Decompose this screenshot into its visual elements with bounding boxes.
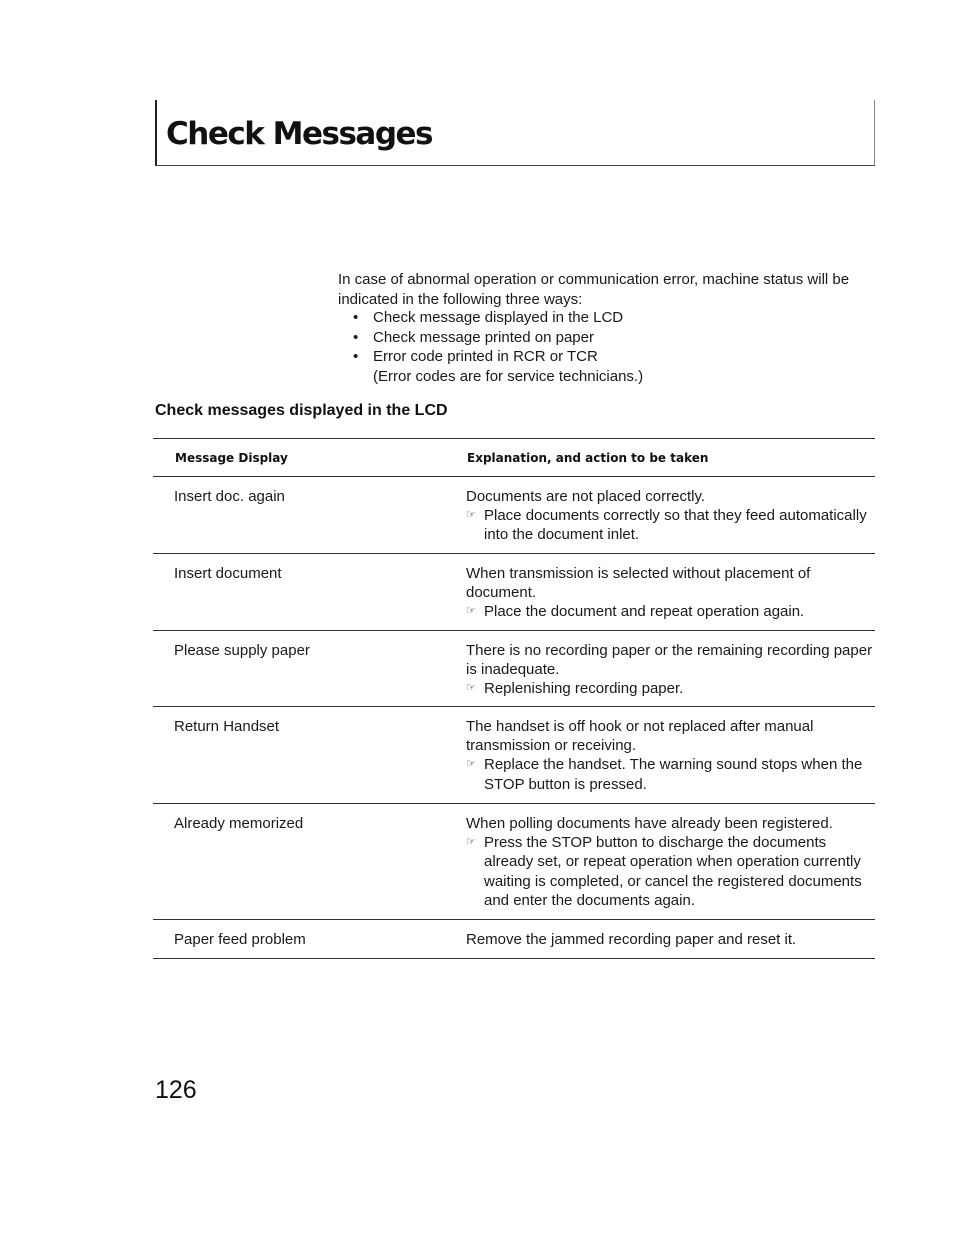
message-display: Insert doc. again	[174, 488, 285, 505]
message-display: Paper feed problem	[174, 931, 306, 948]
action-label: Press the STOP button to discharge the documents already set, or repeat operation when operation currently waiting is completed, or cancel the registered documents and enter the documents again.	[484, 834, 862, 909]
explanation-cell	[445, 477, 875, 553]
action-text	[466, 602, 875, 621]
page-number: 126	[155, 1076, 197, 1104]
explanation-cell	[445, 804, 875, 919]
action-text	[466, 679, 875, 698]
pointing-hand-icon: ☞	[466, 758, 476, 771]
message-display: Please supply paper	[174, 642, 310, 659]
explanation-text: Documents are not placed correctly.	[466, 488, 705, 505]
table-row	[153, 707, 875, 804]
action-text	[466, 506, 875, 544]
pointing-hand-icon: ☞	[466, 682, 476, 695]
explanation-cell	[445, 707, 875, 803]
pointing-hand-icon: ☞	[466, 836, 476, 849]
explanation-text: When polling documents have already been registered.	[466, 815, 833, 832]
section-heading: Check messages displayed in the LCD	[155, 402, 448, 419]
list-item: • Check message printed on paper	[352, 328, 643, 348]
action-label: Replace the handset. The warning sound stops when the STOP button is pressed.	[484, 756, 863, 793]
explanation-cell	[445, 631, 875, 706]
explanation-text: Remove the jammed recording paper and reset it.	[466, 931, 797, 948]
message-display: Return Handset	[174, 718, 280, 735]
action-text	[466, 755, 875, 793]
table-row	[153, 804, 875, 920]
explanation-cell	[445, 920, 875, 958]
action-label: Place the document and repeat operation again.	[484, 603, 805, 621]
column-header-message: Message Display	[175, 450, 288, 465]
explanation-text: The handset is off hook or not replaced after manual transmission or receiving.	[466, 718, 814, 755]
intro-paragraph: In case of abnormal operation or communication error, machine status will be indicated in the following three ways:	[338, 271, 850, 308]
message-display: Insert document	[174, 565, 282, 582]
bullet-note: (Error codes are for service technicians.)	[373, 367, 644, 385]
action-text	[466, 833, 875, 910]
table-row	[153, 477, 875, 554]
status-methods-list	[352, 308, 643, 386]
table-header	[153, 439, 875, 477]
action-label: Place documents correctly so that they feed automatically into the document inlet.	[484, 507, 867, 544]
explanation-cell	[445, 554, 875, 630]
explanation-text: There is no recording paper or the remaining recording paper is inadequate.	[466, 642, 873, 679]
table-row	[153, 631, 875, 707]
pointing-hand-icon: ☞	[466, 605, 476, 618]
column-header-explanation: Explanation, and action to be taken	[467, 450, 709, 465]
explanation-text: When transmission is selected without placement of document.	[466, 565, 811, 602]
action-label: Replenishing recording paper.	[484, 680, 684, 698]
pointing-hand-icon: ☞	[466, 509, 476, 522]
list-item: • Check message displayed in the LCD	[352, 308, 643, 328]
check-messages-table	[153, 438, 875, 959]
message-display: Already memorized	[174, 815, 304, 832]
page-title: Check Messages	[166, 116, 432, 152]
table-row	[153, 554, 875, 631]
table-row	[153, 920, 875, 959]
list-item: • Error code printed in RCR or TCR	[352, 347, 643, 367]
